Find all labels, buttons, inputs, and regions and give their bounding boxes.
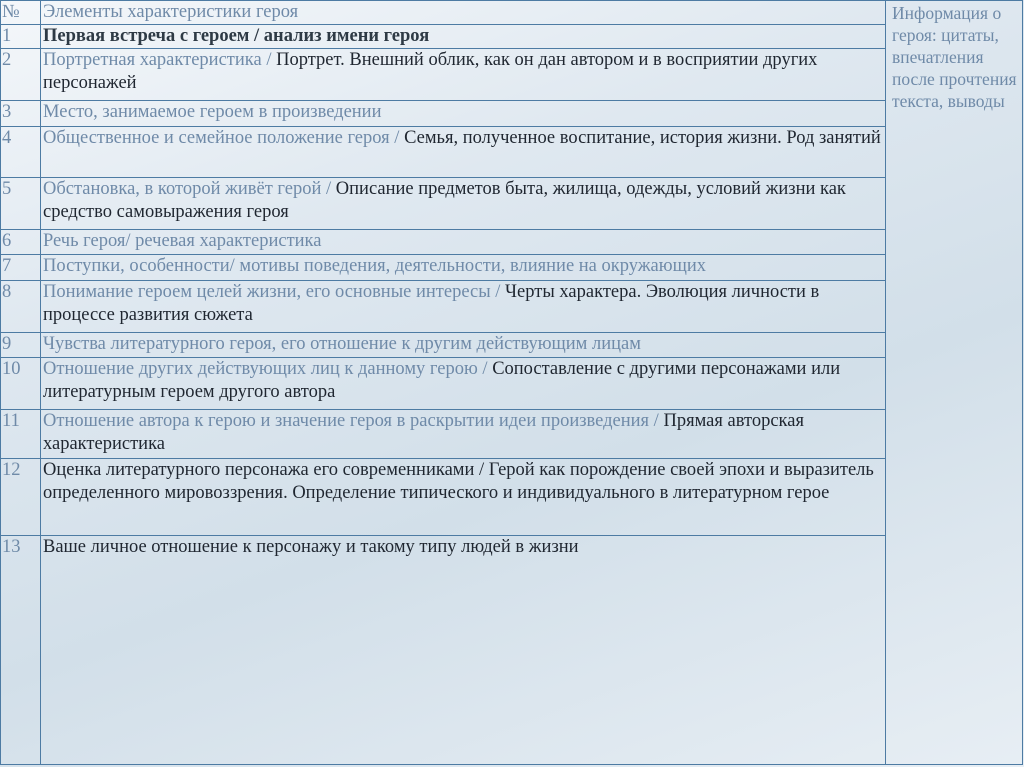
row-text-dark: Портрет. Внешний облик, как он дан автором и в восприятии других персонажей [43, 50, 818, 93]
info-column: Информация о героя: цитаты, впечатления после прочтения текста, выводы [886, 1, 1023, 765]
table-row [1, 255, 1023, 281]
row-text [41, 255, 886, 281]
row-num: 12 [1, 459, 41, 536]
row-num: 10 [1, 358, 41, 410]
row-text-light: Отношение автора к герою и значение героя в раскрытии идеи произведения / [43, 411, 664, 431]
row-text-dark: Сопоставление с другими персонажами или литературным героем другого автора [43, 359, 841, 402]
row-num: 8 [1, 281, 41, 333]
table-row [1, 333, 1023, 358]
row-num: 3 [1, 101, 41, 127]
row-text-dark: Черты характера. Эволюция личности в процессе развития сюжета [43, 282, 820, 325]
row-num: 13 [1, 536, 41, 765]
row-num: 11 [1, 410, 41, 459]
row-text-light: Понимание героем целей жизни, его основные интересы / [43, 282, 506, 302]
table-row [1, 536, 1023, 765]
row-num: 9 [1, 333, 41, 358]
row-text-dark: Семья, полученное воспитание, история жизни. Род занятий [404, 128, 881, 148]
table-row [1, 281, 1023, 333]
row-text [41, 230, 886, 255]
row-text [41, 459, 886, 536]
table-row [1, 230, 1023, 255]
row-text-light: Общественное и семейное положение героя / [43, 128, 405, 148]
row-text-dark: Прямая авторская характеристика [43, 411, 804, 454]
row-text-dark: Оценка литературного персонажа его современниками / Герой как порождение своей эпохи и выразитель определенного мировоззрения. Определение типического и индивидуального в литературном герое [43, 460, 874, 503]
table-row [1, 127, 1023, 178]
row-text-light: Чувства литературного героя, его отношение к другим действующим лицам [43, 334, 641, 354]
table-row [1, 101, 1023, 127]
row-text-light: Обстановка, в которой живёт герой / [43, 179, 336, 199]
row-text [41, 127, 886, 178]
table-row [1, 410, 1023, 459]
row-text [41, 410, 886, 459]
row-num: 1 [1, 25, 41, 49]
row-num: 7 [1, 255, 41, 281]
row-text [41, 178, 886, 230]
row-num: 5 [1, 178, 41, 230]
row-text-light: Отношение других действующих лиц к данному герою / [43, 359, 493, 379]
row-text [41, 101, 886, 127]
row-text-light: Место, занимаемое героем в произведении [43, 102, 382, 122]
row-text-dark: Ваше личное отношение к персонажу и такому типу людей в жизни [43, 537, 579, 557]
table-row [1, 358, 1023, 410]
row-text [41, 536, 886, 765]
row-num: 2 [1, 49, 41, 101]
row-text-dark: Описание предметов быта, жилища, одежды, условий жизни как средство самовыражения героя [43, 179, 846, 222]
row-text [41, 333, 886, 358]
row-text-light: Поступки, особенности/ мотивы поведения, деятельности, влияние на окружающих [43, 256, 706, 276]
header-elements: Элементы характеристики героя [41, 1, 886, 25]
header-num: № [1, 1, 41, 25]
row-text [41, 358, 886, 410]
row-text [41, 281, 886, 333]
row-text-light: Портретная характеристика / [43, 50, 277, 70]
row-num: 4 [1, 127, 41, 178]
row-text [41, 49, 886, 101]
table-row [1, 49, 1023, 101]
row-text-bold: Первая встреча с героем / анализ имени героя [43, 26, 430, 46]
table-row [1, 459, 1023, 536]
table-row [1, 178, 1023, 230]
table-header-row [1, 1, 1023, 25]
table-row [1, 25, 1023, 49]
row-text [41, 25, 886, 49]
row-text-light: Речь героя/ речевая характеристика [43, 231, 322, 251]
row-num: 6 [1, 230, 41, 255]
